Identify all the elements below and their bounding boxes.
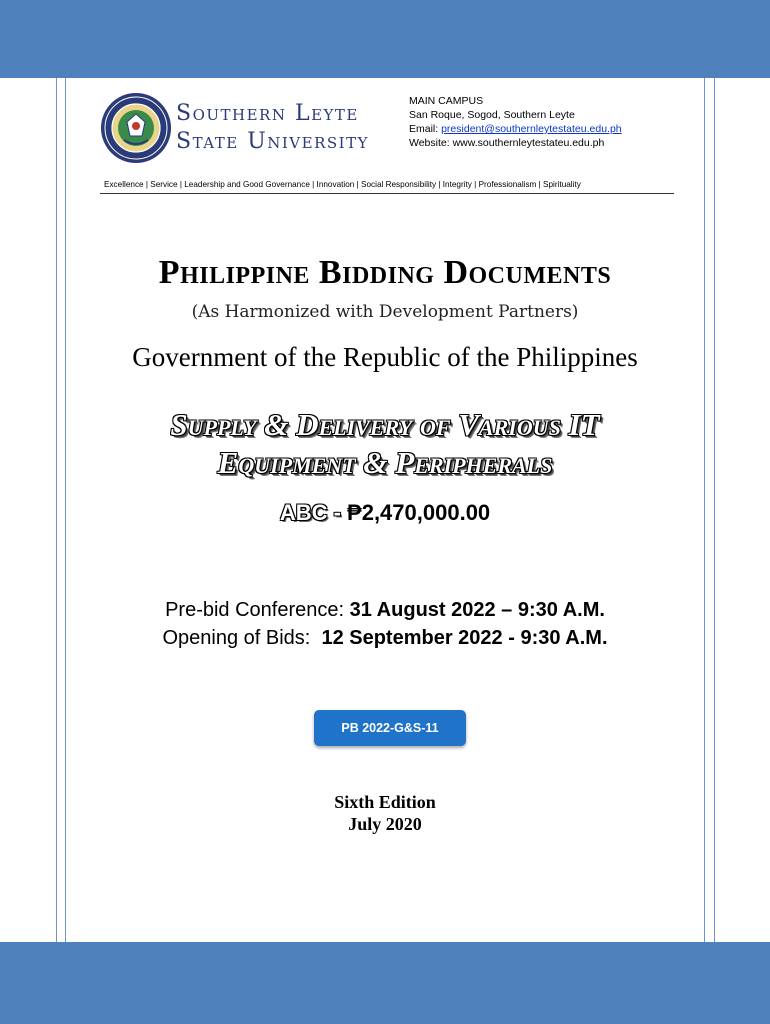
university-seal-icon	[100, 92, 172, 164]
contact-block	[409, 94, 622, 150]
edition-date: July 2020	[348, 814, 422, 834]
opening-line	[0, 627, 770, 650]
project-title	[0, 406, 770, 482]
header-band	[0, 0, 770, 78]
campus-label: MAIN CAMPUS	[409, 95, 484, 107]
core-values-line: Excellence | Service | Leadership and Good Governance | Innovation | Social Responsibility | Integrity | Professionalism | Spirituality	[104, 180, 581, 189]
pb-number-badge: PB 2022-G&S-11	[314, 710, 466, 746]
email-link[interactable]: president@southernleytestateu.edu.ph	[441, 123, 622, 135]
prebid-line	[0, 599, 770, 622]
opening-value: 12 September 2022 - 9:30 A.M.	[321, 627, 608, 649]
website-text: Website: www.southernleytestateu.edu.ph	[409, 137, 605, 149]
project-title-line2: Equipment & Peripherals	[217, 445, 553, 480]
address-text: San Roque, Sogod, Southern Leyte	[409, 109, 575, 121]
header-divider	[100, 193, 674, 194]
email-label: Email:	[409, 123, 442, 135]
abc-line	[0, 500, 770, 526]
prebid-value: 31 August 2022 – 9:30 A.M.	[349, 599, 605, 621]
government-line: Government of the Republic of the Philippines	[132, 342, 638, 372]
university-name-line1: Southern Leyte	[176, 101, 359, 126]
edition-label: Sixth Edition	[334, 792, 436, 812]
email-line	[409, 122, 622, 136]
project-title-line1: Supply & Delivery of Various IT	[170, 407, 600, 442]
opening-label: Opening of Bids:	[162, 627, 322, 649]
document-title: Philippine Bidding Documents	[158, 254, 612, 291]
prebid-label: Pre-bid Conference:	[165, 599, 350, 621]
abc-amount: ₱2,470,000.00	[347, 500, 491, 525]
university-name-line2: State University	[176, 129, 369, 154]
document-subtitle: (As Harmonized with Development Partners)	[191, 302, 579, 322]
abc-label: ABC -	[279, 500, 348, 525]
university-name	[176, 100, 369, 156]
footer-band	[0, 942, 770, 1024]
